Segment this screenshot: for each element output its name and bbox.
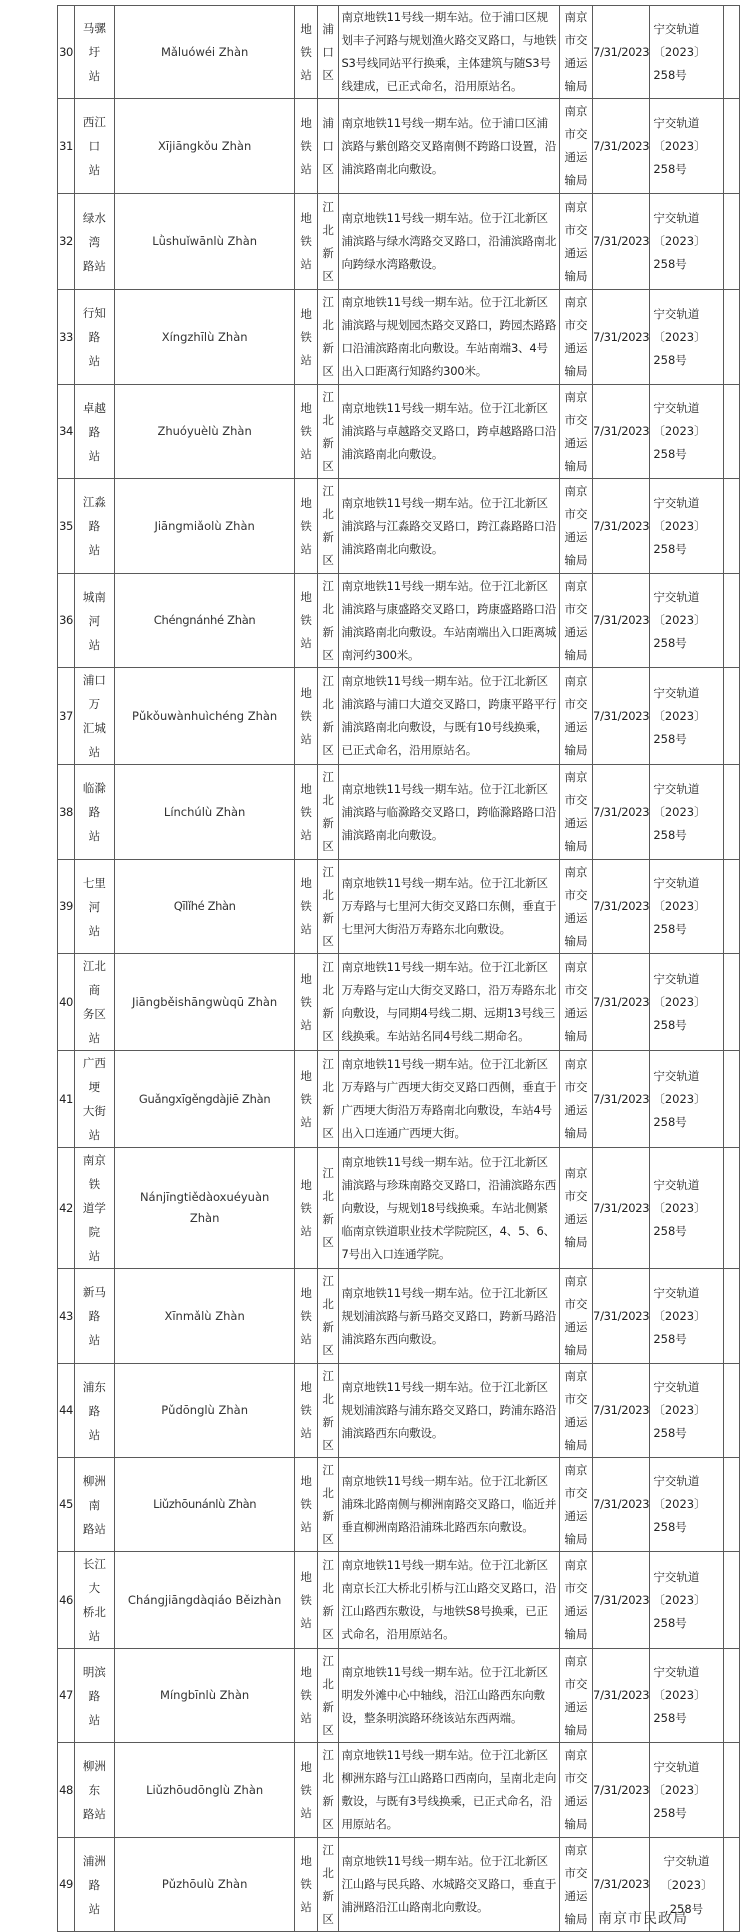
table-row xyxy=(58,479,740,574)
station-type: 地 铁 站 xyxy=(295,1269,318,1364)
approval-date: 7/31/2023 xyxy=(593,1458,650,1552)
station-name: 浦东路 站 xyxy=(74,1364,114,1458)
row-number: 31 xyxy=(58,99,75,194)
station-type: 地 铁 站 xyxy=(295,954,318,1051)
remarks-cell xyxy=(723,385,739,479)
station-name: 江北商 务区站 xyxy=(74,954,114,1051)
station-type: 地 铁 站 xyxy=(295,574,318,668)
station-district: 江 北 新 区 xyxy=(317,1051,339,1148)
remarks-cell xyxy=(723,574,739,668)
table-row xyxy=(58,1552,740,1649)
station-type: 地 铁 站 xyxy=(295,6,318,99)
station-district: 江 北 新 区 xyxy=(317,668,339,765)
station-district: 江 北 新 区 xyxy=(317,765,339,860)
remarks-cell xyxy=(723,1051,739,1148)
remarks-cell xyxy=(723,1552,739,1649)
station-pinyin: Nánjīngtiědàoxuéyuàn Zhàn xyxy=(114,1148,294,1269)
station-pinyin: Pǔdōnglù Zhàn xyxy=(114,1364,294,1458)
remarks-cell xyxy=(723,290,739,385)
station-type: 地 铁 站 xyxy=(295,1051,318,1148)
document-number: 宁交轨道〔2023〕258号 xyxy=(650,1649,723,1743)
remarks-cell xyxy=(723,194,739,290)
station-pinyin: Pǔzhōulù Zhàn xyxy=(114,1838,294,1932)
remarks-cell xyxy=(723,1458,739,1552)
approving-bureau: 南京 市交 通运 输局 xyxy=(559,1269,592,1364)
station-type: 地 铁 站 xyxy=(295,860,318,954)
row-number: 43 xyxy=(58,1269,75,1364)
station-district: 江 北 新 区 xyxy=(317,1552,339,1649)
row-number: 30 xyxy=(58,6,75,99)
approval-date: 7/31/2023 xyxy=(593,1743,650,1838)
approval-date: 7/31/2023 xyxy=(593,668,650,765)
approving-bureau: 南京 市交 通运 输局 xyxy=(559,954,592,1051)
station-pinyin: Línchúlù Zhàn xyxy=(114,765,294,860)
station-description: 南京地铁11号线一期车站。位于江北新区浦滨路与临滁路交叉路口，跨临滁路路口沿浦滨路南北向敷设。 xyxy=(339,765,560,860)
station-type: 地 铁 站 xyxy=(295,479,318,574)
remarks-cell xyxy=(723,1838,739,1932)
remarks-cell xyxy=(723,99,739,194)
approving-bureau: 南京 市交 通运 输局 xyxy=(559,1148,592,1269)
station-description: 南京地铁11号线一期车站。位于江北新区柳洲东路与江山路路口西南向，呈南北走向敷设，与既有3号线换乘，已正式命名，沿用原站名。 xyxy=(339,1743,560,1838)
station-pinyin: Xījiāngkǒu Zhàn xyxy=(114,99,294,194)
station-type: 地 铁 站 xyxy=(295,99,318,194)
row-number: 36 xyxy=(58,574,75,668)
station-description: 南京地铁11号线一期车站。位于江北新区浦滨路与浦口大道交叉路口，跨康平路平行浦滨路南北向敷设，与既有10号线换乘，已正式命名，沿用原站名。 xyxy=(339,668,560,765)
station-district: 浦 口 区 xyxy=(317,99,339,194)
station-district: 江 北 新 区 xyxy=(317,385,339,479)
station-type: 地 铁 站 xyxy=(295,1148,318,1269)
station-district: 江 北 新 区 xyxy=(317,1364,339,1458)
approving-bureau: 南京 市交 通运 输局 xyxy=(559,194,592,290)
table-row xyxy=(58,574,740,668)
remarks-cell xyxy=(723,765,739,860)
station-name: 城南河 站 xyxy=(74,574,114,668)
station-type: 地 铁 站 xyxy=(295,1458,318,1552)
table-row xyxy=(58,860,740,954)
station-pinyin: Míngbīnlù Zhàn xyxy=(114,1649,294,1743)
station-description: 南京地铁11号线一期车站。位于江北新区浦滨路与规划园杰路交叉路口，跨园杰路路口沿浦滨路南北向敷设。车站南端3、4号出入口距离行知路约300米。 xyxy=(339,290,560,385)
row-number: 41 xyxy=(58,1051,75,1148)
approving-bureau: 南京 市交 通运 输局 xyxy=(559,1051,592,1148)
remarks-cell xyxy=(723,1364,739,1458)
document-number: 宁交轨道〔2023〕258号 xyxy=(650,1743,723,1838)
station-description: 南京地铁11号线一期车站。位于江北新区浦滨路与绿水湾路交叉路口，沿浦滨路南北向跨绿水湾路敷设。 xyxy=(339,194,560,290)
document-number: 宁交轨道 〔2023〕 258号 xyxy=(650,1838,723,1932)
table-row xyxy=(58,1743,740,1838)
approving-bureau: 南京 市交 通运 输局 xyxy=(559,668,592,765)
station-name: 行知路 站 xyxy=(74,290,114,385)
approving-bureau: 南京 市交 通运 输局 xyxy=(559,1743,592,1838)
station-type: 地 铁 站 xyxy=(295,765,318,860)
station-description: 南京地铁11号线一期车站。位于江北新区浦珠北路南侧与柳洲南路交叉路口，临近并垂直柳洲南路沿浦珠北路西东向敷设。 xyxy=(339,1458,560,1552)
station-name: 柳洲东 路站 xyxy=(74,1743,114,1838)
station-description: 南京地铁11号线一期车站。位于江北新区南京长江大桥北引桥与江山路交叉路口，沿江山路西东敷设，与地铁S8号换乘，已正式命名，沿用原站名。 xyxy=(339,1552,560,1649)
station-pinyin: Xīnmǎlù Zhàn xyxy=(114,1269,294,1364)
approval-date: 7/31/2023 xyxy=(593,6,650,99)
document-number: 宁交轨道〔2023〕258号 xyxy=(650,860,723,954)
station-type: 地 铁 站 xyxy=(295,385,318,479)
station-district: 江 北 新 区 xyxy=(317,1269,339,1364)
approval-date: 7/31/2023 xyxy=(593,194,650,290)
station-description: 南京地铁11号线一期车站。位于江北新区江山路与民兵路、水城路交叉路口，垂直于浦洲路沿江山路南北向敷设。 xyxy=(339,1838,560,1932)
document-number: 宁交轨道〔2023〕258号 xyxy=(650,954,723,1051)
station-district: 江 北 新 区 xyxy=(317,194,339,290)
document-number: 宁交轨道〔2023〕258号 xyxy=(650,479,723,574)
station-name: 临滁路 站 xyxy=(74,765,114,860)
station-name: 浦洲路 站 xyxy=(74,1838,114,1932)
station-pinyin: Chéngnánhé Zhàn xyxy=(114,574,294,668)
station-district: 浦 口 区 xyxy=(317,6,339,99)
station-name: 南京铁 道学院 站 xyxy=(74,1148,114,1269)
document-number: 宁交轨道〔2023〕258号 xyxy=(650,1364,723,1458)
station-type: 地 铁 站 xyxy=(295,668,318,765)
row-number: 39 xyxy=(58,860,75,954)
approving-bureau: 南京 市交 通运 输局 xyxy=(559,574,592,668)
station-pinyin: Lǜshuǐwānlù Zhàn xyxy=(114,194,294,290)
document-number: 宁交轨道〔2023〕258号 xyxy=(650,1148,723,1269)
approving-bureau: 南京 市交 通运 输局 xyxy=(559,1649,592,1743)
approving-bureau: 南京 市交 通运 输局 xyxy=(559,765,592,860)
document-number: 宁交轨道〔2023〕258号 xyxy=(650,765,723,860)
row-number: 34 xyxy=(58,385,75,479)
approval-date: 7/31/2023 xyxy=(593,574,650,668)
station-pinyin: Jiāngběishāngwùqū Zhàn xyxy=(114,954,294,1051)
station-description: 南京地铁11号线一期车站。位于江北新区万寿路与广西埂大街交叉路口西侧，垂直于广西埂大街沿万寿路南北向敷设，车站4号出入口连通广西埂大街。 xyxy=(339,1051,560,1148)
station-name-table xyxy=(57,5,740,1932)
document-number: 宁交轨道〔2023〕258号 xyxy=(650,194,723,290)
station-district: 江 北 新 区 xyxy=(317,1649,339,1743)
table-row xyxy=(58,1051,740,1148)
approval-date: 7/31/2023 xyxy=(593,1148,650,1269)
station-district: 江 北 新 区 xyxy=(317,1458,339,1552)
table-row xyxy=(58,6,740,99)
station-description: 南京地铁11号线一期车站。位于浦口区浦滨路与紫创路交叉路南侧不跨路口设置，沿浦滨路南北向敷设。 xyxy=(339,99,560,194)
remarks-cell xyxy=(723,1148,739,1269)
station-pinyin: Liǔzhōunánlù Zhàn xyxy=(114,1458,294,1552)
approving-bureau: 南京 市交 通运 输局 xyxy=(559,290,592,385)
station-description: 南京地铁11号线一期车站。位于江北新区明发外滩中心中轴线，沿江山路西东向敷设，整条明滨路环绕该站东西两端。 xyxy=(339,1649,560,1743)
row-number: 45 xyxy=(58,1458,75,1552)
row-number: 38 xyxy=(58,765,75,860)
row-number: 47 xyxy=(58,1649,75,1743)
station-description: 南京地铁11号线一期车站。位于江北新区浦滨路与康盛路交叉路口，跨康盛路路口沿浦滨路南北向敷设。车站南端出入口距离城南河约300米。 xyxy=(339,574,560,668)
station-name: 绿水湾 路站 xyxy=(74,194,114,290)
table-row xyxy=(58,1458,740,1552)
station-pinyin: Jiāngmiǎolù Zhàn xyxy=(114,479,294,574)
station-pinyin: Qīlǐhé Zhàn xyxy=(114,860,294,954)
station-description: 南京地铁11号线一期车站。位于浦口区规划丰子河路与规划渔火路交叉路口，与地铁S3号线同站平行换乘，主体建筑与随S3号线建成，已正式命名，沿用原站名。 xyxy=(339,6,560,99)
table-row xyxy=(58,668,740,765)
row-number: 32 xyxy=(58,194,75,290)
remarks-cell xyxy=(723,954,739,1051)
approval-date: 7/31/2023 xyxy=(593,290,650,385)
station-type: 地 铁 站 xyxy=(295,1552,318,1649)
table-row xyxy=(58,99,740,194)
approval-date: 7/31/2023 xyxy=(593,954,650,1051)
document-number: 宁交轨道〔2023〕258号 xyxy=(650,1051,723,1148)
table-row xyxy=(58,1649,740,1743)
document-number: 宁交轨道〔2023〕258号 xyxy=(650,1458,723,1552)
approval-date: 7/31/2023 xyxy=(593,1364,650,1458)
station-district: 江 北 新 区 xyxy=(317,954,339,1051)
approval-date: 7/31/2023 xyxy=(593,385,650,479)
station-description: 南京地铁11号线一期车站。位于江北新区浦滨路与珍珠南路交叉路口，沿浦滨路东西向敷设，与规划18号线换乘。车站北侧紧临南京铁道职业技术学院院区，4、5、6、7号出入口连通学院。 xyxy=(339,1148,560,1269)
table-row xyxy=(58,290,740,385)
station-pinyin: Mǎluówéi Zhàn xyxy=(114,6,294,99)
document-number: 宁交轨道〔2023〕258号 xyxy=(650,99,723,194)
approving-bureau: 南京 市交 通运 输局 xyxy=(559,479,592,574)
document-number: 宁交轨道〔2023〕258号 xyxy=(650,1552,723,1649)
station-name: 卓越路 站 xyxy=(74,385,114,479)
remarks-cell xyxy=(723,1743,739,1838)
station-name: 七里河 站 xyxy=(74,860,114,954)
station-name: 明滨路 站 xyxy=(74,1649,114,1743)
table-row xyxy=(58,765,740,860)
remarks-cell xyxy=(723,1269,739,1364)
issuer-footer: 南京市民政局 xyxy=(598,1911,688,1927)
row-number: 37 xyxy=(58,668,75,765)
row-number: 42 xyxy=(58,1148,75,1269)
row-number: 33 xyxy=(58,290,75,385)
approval-date: 7/31/2023 xyxy=(593,1838,650,1932)
station-name: 马骡圩 站 xyxy=(74,6,114,99)
table-row xyxy=(58,1269,740,1364)
station-type: 地 铁 站 xyxy=(295,290,318,385)
station-description: 南京地铁11号线一期车站。位于江北新区规划浦滨路与新马路交叉路口，跨新马路沿浦滨路东西向敷设。 xyxy=(339,1269,560,1364)
station-description: 南京地铁11号线一期车站。位于江北新区规划浦滨路与浦东路交叉路口，跨浦东路沿浦滨路西东向敷设。 xyxy=(339,1364,560,1458)
approval-date: 7/31/2023 xyxy=(593,1552,650,1649)
document-number: 宁交轨道〔2023〕258号 xyxy=(650,385,723,479)
table-row xyxy=(58,1364,740,1458)
approving-bureau: 南京 市交 通运 输局 xyxy=(559,385,592,479)
station-pinyin: Liǔzhōudōnglù Zhàn xyxy=(114,1743,294,1838)
row-number: 44 xyxy=(58,1364,75,1458)
station-district: 江 北 新 区 xyxy=(317,1838,339,1932)
approving-bureau: 南京 市交 通运 输局 xyxy=(559,860,592,954)
row-number: 40 xyxy=(58,954,75,1051)
document-number: 宁交轨道〔2023〕258号 xyxy=(650,1269,723,1364)
station-name: 西江口 站 xyxy=(74,99,114,194)
remarks-cell xyxy=(723,1649,739,1743)
station-pinyin: Zhuóyuèlù Zhàn xyxy=(114,385,294,479)
row-number: 35 xyxy=(58,479,75,574)
approval-date: 7/31/2023 xyxy=(593,1649,650,1743)
station-pinyin: Pǔkǒuwànhuìchéng Zhàn xyxy=(114,668,294,765)
document-number: 宁交轨道〔2023〕258号 xyxy=(650,290,723,385)
station-description: 南京地铁11号线一期车站。位于江北新区浦滨路与江淼路交叉路口，跨江淼路路口沿浦滨路南北向敷设。 xyxy=(339,479,560,574)
row-number: 48 xyxy=(58,1743,75,1838)
approval-date: 7/31/2023 xyxy=(593,860,650,954)
table-row xyxy=(58,954,740,1051)
document-number: 宁交轨道〔2023〕258号 xyxy=(650,668,723,765)
station-district: 江 北 新 区 xyxy=(317,479,339,574)
approving-bureau: 南京 市交 通运 输局 xyxy=(559,1552,592,1649)
remarks-cell xyxy=(723,860,739,954)
station-district: 江 北 新 区 xyxy=(317,574,339,668)
station-description: 南京地铁11号线一期车站。位于江北新区万寿路与定山大街交叉路口，沿万寿路东北向敷设，与同期4号线二期、远期13号线三线换乘。车站站名同4号线二期命名。 xyxy=(339,954,560,1051)
remarks-cell xyxy=(723,668,739,765)
approval-date: 7/31/2023 xyxy=(593,765,650,860)
approving-bureau: 南京 市交 通运 输局 xyxy=(559,1458,592,1552)
station-name: 长江大 桥北站 xyxy=(74,1552,114,1649)
station-district: 江 北 新 区 xyxy=(317,290,339,385)
station-name: 广西埂 大街站 xyxy=(74,1051,114,1148)
remarks-cell xyxy=(723,6,739,99)
station-type: 地 铁 站 xyxy=(295,1649,318,1743)
approving-bureau: 南京 市交 通运 输局 xyxy=(559,6,592,99)
approval-date: 7/31/2023 xyxy=(593,1269,650,1364)
station-type: 地 铁 站 xyxy=(295,1364,318,1458)
station-description: 南京地铁11号线一期车站。位于江北新区万寿路与七里河大街交叉路口东侧，垂直于七里河大街沿万寿路东北向敷设。 xyxy=(339,860,560,954)
remarks-cell xyxy=(723,479,739,574)
table-row xyxy=(58,1148,740,1269)
approving-bureau: 南京 市交 通运 输局 xyxy=(559,1364,592,1458)
station-name: 柳洲南 路站 xyxy=(74,1458,114,1552)
station-pinyin: Guǎngxīgěngdàjiē Zhàn xyxy=(114,1051,294,1148)
approval-date: 7/31/2023 xyxy=(593,479,650,574)
station-district: 江 北 新 区 xyxy=(317,1743,339,1838)
station-type: 地 铁 站 xyxy=(295,1838,318,1932)
approving-bureau: 南京 市交 通运 输局 xyxy=(559,1838,592,1932)
approval-date: 7/31/2023 xyxy=(593,1051,650,1148)
station-name: 新马路 站 xyxy=(74,1269,114,1364)
row-number: 46 xyxy=(58,1552,75,1649)
table-row xyxy=(58,194,740,290)
approval-date: 7/31/2023 xyxy=(593,99,650,194)
station-name: 江淼路 站 xyxy=(74,479,114,574)
station-type: 地 铁 站 xyxy=(295,194,318,290)
approving-bureau: 南京 市交 通运 输局 xyxy=(559,99,592,194)
station-description: 南京地铁11号线一期车站。位于江北新区浦滨路与卓越路交叉路口，跨卓越路路口沿浦滨路南北向敷设。 xyxy=(339,385,560,479)
station-type: 地 铁 站 xyxy=(295,1743,318,1838)
station-pinyin: Chángjiāngdàqiáo Běizhàn xyxy=(114,1552,294,1649)
row-number: 49 xyxy=(58,1838,75,1932)
document-number: 宁交轨道〔2023〕258号 xyxy=(650,6,723,99)
station-pinyin: Xíngzhīlù Zhàn xyxy=(114,290,294,385)
document-number: 宁交轨道〔2023〕258号 xyxy=(650,574,723,668)
station-name: 浦口万 汇城站 xyxy=(74,668,114,765)
station-district: 江 北 新 区 xyxy=(317,860,339,954)
table-row xyxy=(58,385,740,479)
station-district: 江 北 新 区 xyxy=(317,1148,339,1269)
